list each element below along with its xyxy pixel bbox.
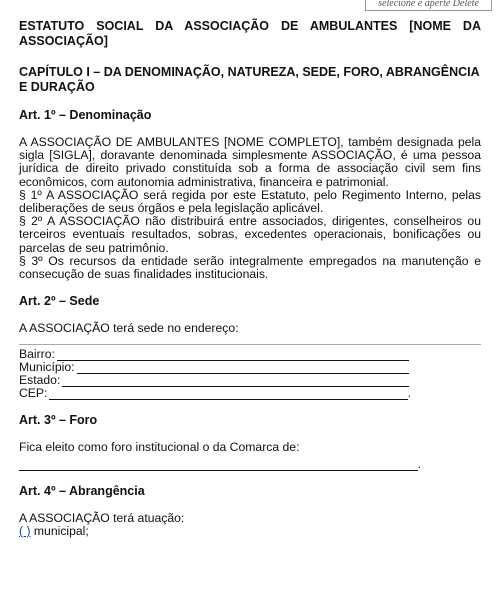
article-3-text: Fica eleito como foro institucional o da Comarca de: [19,440,300,455]
article-2-heading: Art. 2º – Sede [19,294,100,309]
document-title: ESTATUTO SOCIAL DA ASSOCIAÇÃO DE AMBULANTES [NOME DA ASSOCIAÇÃO] [19,19,481,48]
divider [19,344,481,345]
bairro-field[interactable] [19,348,409,361]
option-label: municipal; [30,523,89,538]
cep-blank[interactable] [49,388,407,400]
municipio-field[interactable] [19,361,409,374]
cep-field[interactable] [19,387,411,400]
municipio-blank[interactable] [77,362,409,374]
estado-label: Estado: [19,373,61,388]
delete-hint-box: selecione e aperte Delete [365,0,492,11]
estado-field[interactable] [19,374,409,387]
article-1-heading: Art. 1º – Denominação [19,108,152,122]
article-2-text: A ASSOCIAÇÃO terá sede no endereço: [19,321,239,336]
comarca-field[interactable] [19,458,421,471]
article-1-paragraph: A ASSOCIAÇÃO DE AMBULANTES [NOME COMPLETO], também designada pela sigla [SIGLA], doravante denominada simplesmente ASSOCIAÇÃO, é uma pessoa jurídica de direito privado constituída sob a forma de associação civil sem fins econômicos, com autonomia administrativa, financeira e patrimonial. [19,135,481,189]
article-4-heading: Art. 4º – Abrangência [19,483,145,498]
municipio-label: Município: [19,360,75,375]
option-municipal[interactable] [19,525,481,538]
article-1-section-2: § 2º A ASSOCIAÇÃO não distribuirá entre associados, dirigentes, conselheiros ou terceiros eventuais resultados, sobras, excedentes operacionais, bonificações ou parcelas de seu patrimônio. [19,214,481,255]
estado-blank[interactable] [62,375,409,387]
cep-label: CEP: [19,386,48,401]
comarca-blank[interactable] [19,460,418,471]
article-1-section-1: § 1º A ASSOCIAÇÃO será regida por este Estatuto, pelo Regimento Interno, pelas deliberações de seus órgãos e pela legislação aplicável. [19,187,481,216]
statute-document [19,19,481,538]
cep-end-mark: . [407,386,411,401]
article-1-section-3: § 3º Os recursos da entidade serão integralmente empregados na manutenção e consecução de suas finalidades institucionais. [19,253,481,282]
chapter-heading: CAPÍTULO I – DA DENOMINAÇÃO, NATUREZA, SEDE, FORO, ABRANGÊNCIA E DURAÇÃO [19,65,480,94]
bairro-label: Bairro: [19,347,55,362]
option-checkbox[interactable]: ( ) [19,523,31,538]
comarca-end-mark: . [417,456,421,471]
article-3-heading: Art. 3º – Foro [19,413,98,428]
article-4-text: A ASSOCIAÇÃO terá atuação: [19,510,185,525]
bairro-blank[interactable] [57,349,409,361]
